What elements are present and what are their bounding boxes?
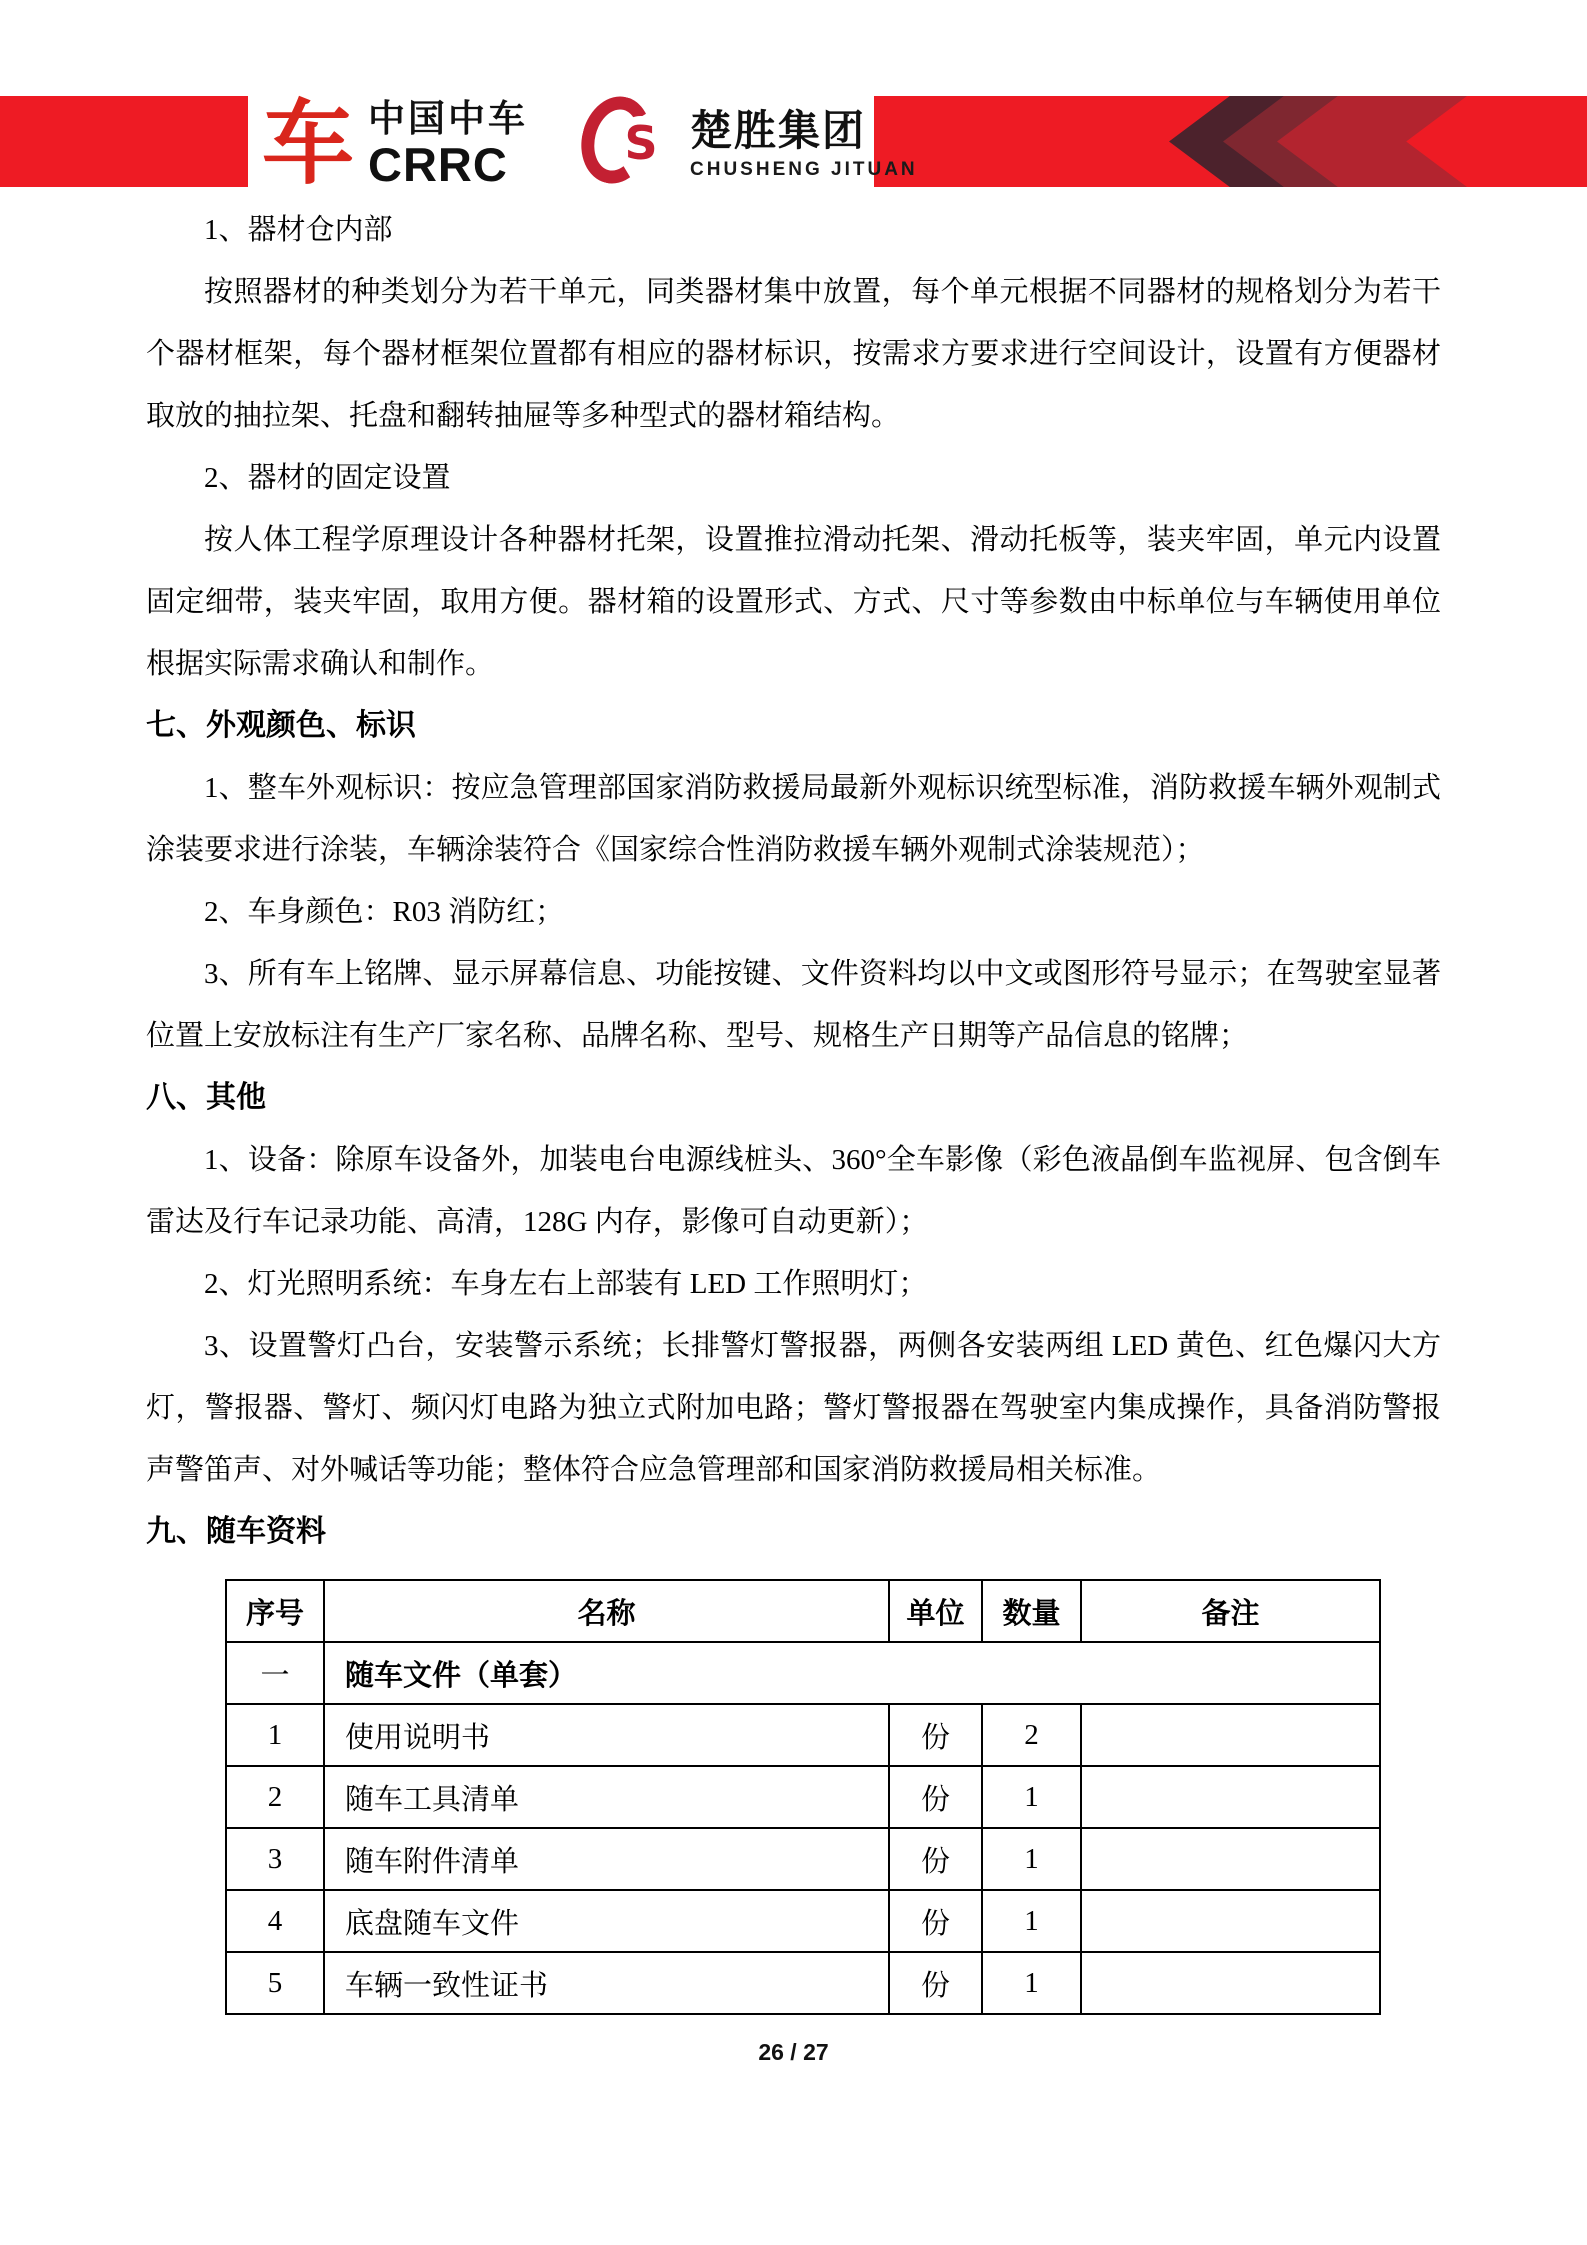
cell-qty: 1 — [982, 1952, 1081, 2014]
paragraph: 2、灯光照明系统：车身左右上部装有 LED 工作照明灯； — [204, 1268, 928, 1300]
cell-no: 一 — [226, 1642, 324, 1704]
cell-name: 底盘随车文件 — [324, 1890, 889, 1952]
crrc-name-en: CRRC — [368, 137, 508, 191]
paragraph: 2、车身颜色：R03 消防红； — [204, 896, 565, 928]
header-logos — [262, 88, 918, 200]
crrc-name-cn: 中国中车 — [368, 97, 529, 139]
cell-no: 2 — [226, 1766, 324, 1828]
table-row — [226, 1766, 1380, 1828]
paragraph: 3、设置警灯凸台，安装警示系统；长排警灯警报器，两侧各安装两组 LED 黄色、红色爆闪大方灯，警报器、警灯、频闪灯电路为独立式附加电路；警灯警报器在驾驶室内集成操作，具备消防警报声警笛声、对外喊话等功能；整体符合应急管理部和国家消防救援局相关标准。 — [146, 1330, 1441, 1486]
paragraph: 1、整车外观标识：按应急管理部国家消防救援局最新外观标识统型标准，消防救援车辆外观制式涂装要求进行涂装，车辆涂装符合《国家综合性消防救援车辆外观制式涂装规范）； — [146, 772, 1441, 866]
paragraph: 1、设备：除原车设备外，加装电台电源线桩头、360°全车影像（彩色液晶倒车监视屏、包含倒车雷达及行车记录功能、高清，128G 内存，影像可自动更新）； — [146, 1144, 1441, 1238]
cell-no: 3 — [226, 1828, 324, 1890]
cell-name: 使用说明书 — [324, 1704, 889, 1766]
cell-note — [1081, 1766, 1380, 1828]
col-header-no: 序号 — [226, 1580, 324, 1642]
cell-unit: 份 — [889, 1766, 982, 1828]
col-header-note: 备注 — [1081, 1580, 1380, 1642]
cell-qty: 1 — [982, 1828, 1081, 1890]
cell-group-name: 随车文件（单套） — [324, 1642, 1380, 1704]
cell-no: 4 — [226, 1890, 324, 1952]
section-heading-8: 八、其他 — [146, 1081, 266, 1114]
cell-no: 5 — [226, 1952, 324, 2014]
table-header-row — [226, 1580, 1380, 1642]
page-number: 26 / 27 — [758, 2039, 829, 2065]
col-header-qty: 数量 — [982, 1580, 1081, 1642]
cell-note — [1081, 1704, 1380, 1766]
chusheng-logo — [580, 92, 918, 196]
cell-unit: 份 — [889, 1828, 982, 1890]
accompanying-documents-table — [225, 1579, 1381, 2015]
chusheng-name-en: CHUSHENG JITUAN — [690, 159, 918, 181]
cell-qty: 1 — [982, 1766, 1081, 1828]
cell-unit: 份 — [889, 1704, 982, 1766]
cell-qty: 2 — [982, 1704, 1081, 1766]
cell-unit: 份 — [889, 1952, 982, 2014]
cell-unit: 份 — [889, 1890, 982, 1952]
cell-qty: 1 — [982, 1890, 1081, 1952]
header-red-bar-right — [874, 96, 1587, 187]
paragraph: 3、所有车上铭牌、显示屏幕信息、功能按键、文件资料均以中文或图形符号显示；在驾驶室显著位置上安放标注有生产厂家名称、品牌名称、型号、规格生产日期等产品信息的铭牌； — [146, 958, 1441, 1052]
cell-name: 随车附件清单 — [324, 1828, 889, 1890]
paragraph: 1、器材仓内部 — [204, 214, 393, 246]
table-row — [226, 1704, 1380, 1766]
section-heading-7: 七、外观颜色、标识 — [146, 709, 416, 742]
table-group-row — [226, 1642, 1380, 1704]
paragraph: 按人体工程学原理设计各种器材托架，设置推拉滑动托架、滑动托板等，装夹牢固，单元内设置固定细带，装夹牢固，取用方便。器材箱的设置形式、方式、尺寸等参数由中标单位与车辆使用单位根据实际需求确认和制作。 — [146, 524, 1441, 680]
cell-no: 1 — [226, 1704, 324, 1766]
cell-note — [1081, 1828, 1380, 1890]
cell-name: 随车工具清单 — [324, 1766, 889, 1828]
chusheng-mark-icon: S — [580, 92, 676, 196]
header-red-bar-left — [0, 96, 248, 187]
chusheng-name-cn: 楚胜集团 — [690, 106, 867, 154]
crrc-logo — [262, 90, 529, 197]
col-header-unit: 单位 — [889, 1580, 982, 1642]
cell-note — [1081, 1952, 1380, 2014]
crrc-emblem-icon: 车 — [262, 90, 355, 197]
cell-name: 车辆一致性证书 — [324, 1952, 889, 2014]
paragraph: 2、器材的固定设置 — [204, 462, 451, 494]
table-row — [226, 1828, 1380, 1890]
section-heading-9: 九、随车资料 — [146, 1515, 326, 1548]
table-row — [226, 1890, 1380, 1952]
table-row — [226, 1952, 1380, 2014]
paragraph: 按照器材的种类划分为若干单元，同类器材集中放置，每个单元根据不同器材的规格划分为若干个器材框架，每个器材框架位置都有相应的器材标识，按需求方要求进行空间设计，设置有方便器材取放的抽拉架、托盘和翻转抽屉等多种型式的器材箱结构。 — [146, 276, 1441, 432]
cell-note — [1081, 1890, 1380, 1952]
col-header-name: 名称 — [324, 1580, 889, 1642]
